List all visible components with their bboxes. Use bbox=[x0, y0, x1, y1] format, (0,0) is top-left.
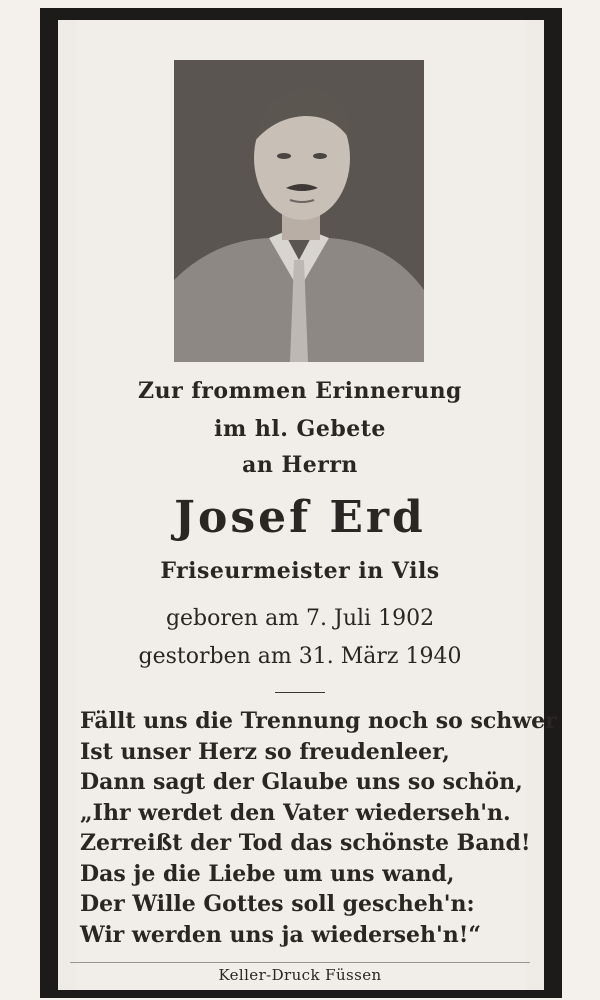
memorial-poem bbox=[80, 706, 557, 950]
dedication-line-1: Zur frommen Erinnerung bbox=[138, 378, 462, 404]
poem-line: Fällt uns die Trennung noch so schwer bbox=[80, 708, 557, 734]
divider-rule bbox=[275, 692, 325, 693]
poem-line: Der Wille Gottes soll gescheh'n: bbox=[80, 891, 475, 917]
dedication-line-2: im hl. Gebete bbox=[214, 416, 386, 442]
poem-line: „Ihr werdet den Vater wiederseh'n. bbox=[80, 799, 511, 826]
deceased-name: Josef Erd bbox=[174, 492, 426, 543]
dedication-line-3: an Herrn bbox=[242, 452, 358, 478]
portrait-photo bbox=[174, 60, 424, 362]
death-date: gestorben am 31. März 1940 bbox=[138, 644, 462, 669]
poem-line: Dann sagt der Glaube uns so schön, bbox=[80, 769, 523, 795]
portrait-image bbox=[174, 60, 424, 362]
printer-credit: Keller-Druck Füssen bbox=[218, 966, 382, 984]
occupation: Friseurmeister in Vils bbox=[160, 558, 440, 584]
poem-line: Das je die Liebe um uns wand, bbox=[80, 860, 455, 887]
poem-line: Ist unser Herz so freudenleer, bbox=[80, 738, 450, 765]
poem-line: Zerreißt der Tod das schönste Band! bbox=[80, 830, 531, 856]
poem-line: Wir werden uns ja wiederseh'n!“ bbox=[80, 921, 482, 948]
birth-date: geboren am 7. Juli 1902 bbox=[165, 606, 435, 631]
footer-rule bbox=[70, 962, 530, 963]
